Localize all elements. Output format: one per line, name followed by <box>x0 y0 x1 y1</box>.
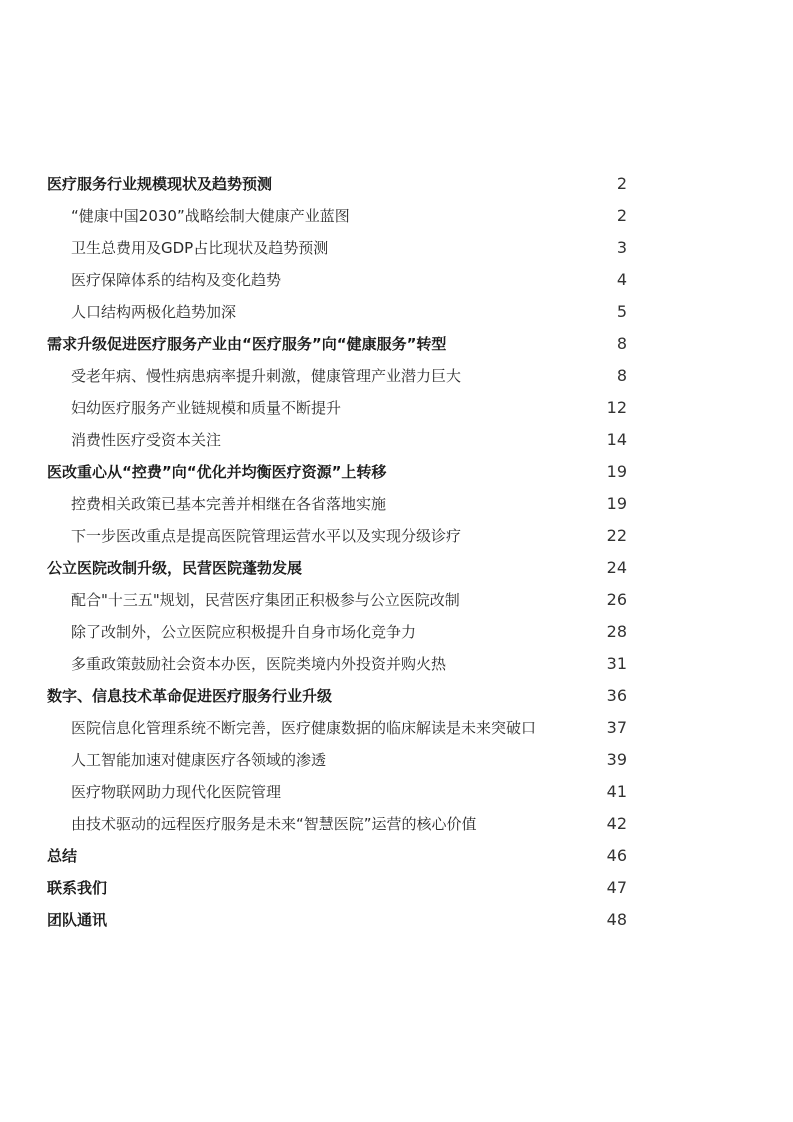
toc-section-entry[interactable] <box>47 392 627 424</box>
toc-entry-page-number: 12 <box>606 398 627 417</box>
toc-chapter-entry[interactable] <box>47 872 627 904</box>
toc-entry-title: 除了改制外，公立医院应积极提升自身市场化竞争力 <box>71 623 417 641</box>
toc-entry-title: 医院信息化管理系统不断完善，医疗健康数据的临床解读是未来突破口 <box>71 719 537 737</box>
toc-section-entry[interactable] <box>47 776 627 808</box>
toc-entry-page-number: 2 <box>616 174 627 193</box>
toc-section-entry[interactable] <box>47 200 627 232</box>
toc-section-entry[interactable] <box>47 488 627 520</box>
toc-section-entry[interactable] <box>47 424 627 456</box>
toc-chapter-entry[interactable] <box>47 904 627 936</box>
toc-entry-page-number: 26 <box>606 590 627 609</box>
toc-entry-page-number: 3 <box>616 238 627 257</box>
toc-section-entry[interactable] <box>47 520 627 552</box>
toc-entry-title: “健康中国2030”战略绘制大健康产业蓝图 <box>71 207 350 225</box>
toc-entry-page-number: 14 <box>606 430 627 449</box>
toc-entry-page-number: 4 <box>616 270 627 289</box>
toc-section-entry[interactable] <box>47 264 627 296</box>
toc-entry-title: 受老年病、慢性病患病率提升刺激，健康管理产业潜力巨大 <box>71 367 462 385</box>
toc-entry-page-number: 37 <box>606 718 627 737</box>
toc-section-entry[interactable] <box>47 712 627 744</box>
toc-entry-title: 医改重心从“控费”向“优化并均衡医疗资源”上转移 <box>47 463 387 481</box>
toc-section-entry[interactable] <box>47 744 627 776</box>
toc-chapter-entry[interactable] <box>47 680 627 712</box>
toc-section-entry[interactable] <box>47 360 627 392</box>
toc-chapter-entry[interactable] <box>47 552 627 584</box>
toc-entry-page-number: 46 <box>606 846 627 865</box>
toc-section-entry[interactable] <box>47 808 627 840</box>
table-of-contents <box>47 168 627 936</box>
toc-entry-page-number: 36 <box>606 686 627 705</box>
toc-entry-title: 医疗物联网助力现代化医院管理 <box>71 783 282 801</box>
toc-chapter-entry[interactable] <box>47 328 627 360</box>
toc-entry-title: 配合"十三五"规划，民营医疗集团正积极参与公立医院改制 <box>71 591 460 609</box>
toc-entry-page-number: 48 <box>606 910 627 929</box>
toc-entry-title: 下一步医改重点是提高医院管理运营水平以及实现分级诊疗 <box>71 527 462 545</box>
toc-entry-page-number: 24 <box>606 558 627 577</box>
toc-entry-page-number: 28 <box>606 622 627 641</box>
toc-entry-page-number: 19 <box>606 494 627 513</box>
toc-entry-title: 总结 <box>47 847 78 865</box>
toc-entry-page-number: 8 <box>616 334 627 353</box>
toc-entry-title: 控费相关政策已基本完善并相继在各省落地实施 <box>71 495 387 513</box>
toc-section-entry[interactable] <box>47 616 627 648</box>
toc-section-entry[interactable] <box>47 584 627 616</box>
toc-entry-title: 数字、信息技术革命促进医疗服务行业升级 <box>47 687 333 705</box>
toc-entry-title: 需求升级促进医疗服务产业由“医疗服务”向“健康服务”转型 <box>47 335 447 353</box>
toc-entry-title: 人口结构两极化趋势加深 <box>71 303 237 321</box>
toc-entry-title: 人工智能加速对健康医疗各领域的渗透 <box>71 751 327 769</box>
toc-entry-page-number: 5 <box>616 302 627 321</box>
toc-entry-title: 公立医院改制升级，民营医院蓬勃发展 <box>47 559 303 577</box>
toc-entry-title: 团队通讯 <box>47 911 108 929</box>
toc-entry-title: 卫生总费用及GDP占比现状及趋势预测 <box>71 239 329 257</box>
toc-entry-page-number: 2 <box>616 206 627 225</box>
toc-section-entry[interactable] <box>47 648 627 680</box>
toc-entry-page-number: 39 <box>606 750 627 769</box>
toc-section-entry[interactable] <box>47 232 627 264</box>
toc-entry-title: 多重政策鼓励社会资本办医，医院类境内外投资并购火热 <box>71 655 447 673</box>
toc-entry-page-number: 31 <box>606 654 627 673</box>
toc-entry-page-number: 42 <box>606 814 627 833</box>
toc-entry-title: 消费性医疗受资本关注 <box>71 431 222 449</box>
toc-entry-page-number: 22 <box>606 526 627 545</box>
toc-entry-page-number: 8 <box>616 366 627 385</box>
toc-entry-title: 医疗保障体系的结构及变化趋势 <box>71 271 282 289</box>
toc-entry-page-number: 47 <box>606 878 627 897</box>
toc-entry-title: 由技术驱动的远程医疗服务是未来“智慧医院”运营的核心价值 <box>71 815 477 833</box>
toc-entry-title: 联系我们 <box>47 879 108 897</box>
toc-chapter-entry[interactable] <box>47 456 627 488</box>
toc-entry-page-number: 19 <box>606 462 627 481</box>
toc-section-entry[interactable] <box>47 296 627 328</box>
toc-chapter-entry[interactable] <box>47 840 627 872</box>
toc-entry-title: 妇幼医疗服务产业链规模和质量不断提升 <box>71 399 342 417</box>
toc-chapter-entry[interactable] <box>47 168 627 200</box>
toc-entry-page-number: 41 <box>606 782 627 801</box>
toc-entry-title: 医疗服务行业规模现状及趋势预测 <box>47 175 273 193</box>
